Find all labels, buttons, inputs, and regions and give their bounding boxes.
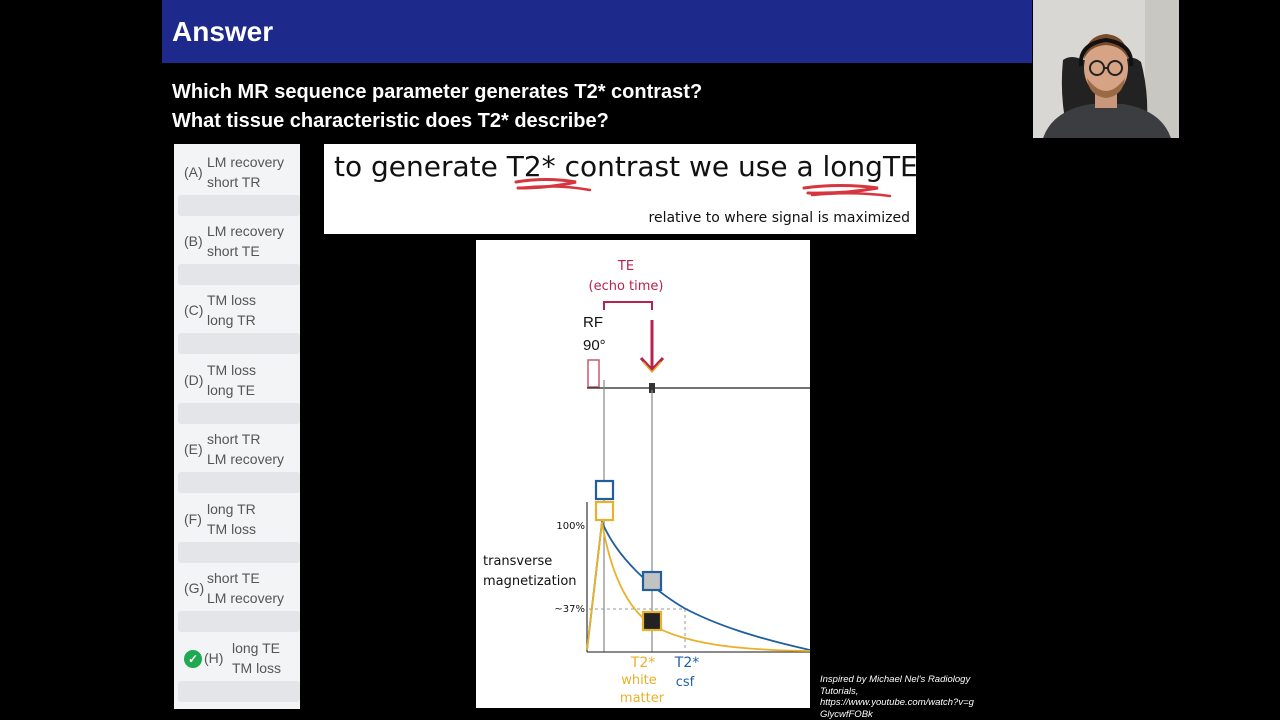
- rf-angle: 90°: [583, 337, 606, 354]
- option-b[interactable]: [174, 213, 300, 282]
- option-letter: (G): [184, 580, 205, 596]
- slide-header: [162, 0, 1032, 63]
- wm-label-line-1: white: [621, 673, 657, 688]
- option-line-1: long TR: [207, 501, 256, 517]
- option-h[interactable]: [174, 630, 300, 699]
- csf-label: csf: [675, 675, 695, 690]
- option-letter: (D): [184, 372, 204, 388]
- answer-options-panel: [174, 144, 300, 709]
- te-sublabel: (echo time): [588, 279, 664, 294]
- wm-initial-signal-box: [596, 502, 613, 520]
- label-37-percent: ~37%: [554, 604, 585, 615]
- option-line-1: LM recovery: [207, 223, 285, 239]
- rf-pulse: [588, 360, 599, 387]
- option-letter: (B): [184, 233, 203, 249]
- vote-bar: [178, 611, 300, 632]
- te-label: TE: [617, 259, 635, 274]
- handwritten-note: [324, 144, 916, 234]
- webcam-presenter: [1033, 0, 1179, 138]
- option-e[interactable]: [174, 421, 300, 490]
- rf-label: RF: [583, 314, 603, 331]
- option-line-2: TM loss: [232, 660, 281, 676]
- option-line-2: TM loss: [207, 521, 256, 537]
- vote-bar: [178, 472, 300, 493]
- slide-title: Answer: [172, 16, 274, 47]
- presenter-person-icon: [1033, 0, 1179, 138]
- option-line-1: short TR: [207, 431, 261, 447]
- vote-bar: [178, 333, 300, 354]
- csf-initial-signal-box: [596, 481, 613, 499]
- te-bracket: [604, 302, 652, 310]
- option-letter: (E): [184, 441, 203, 457]
- credit-link[interactable]: https://www.youtube.com/watch?v=g: [820, 697, 974, 708]
- option-letter: (C): [184, 302, 204, 318]
- option-line-1: TM loss: [207, 362, 256, 378]
- option-line-2: long TE: [207, 382, 255, 398]
- option-c[interactable]: [174, 282, 300, 351]
- decay-diagram-svg: [476, 240, 810, 708]
- option-line-2: LM recovery: [207, 590, 285, 606]
- option-line-1: TM loss: [207, 292, 256, 308]
- check-circle-icon: ✓: [184, 650, 202, 668]
- option-line-2: short TR: [207, 174, 261, 190]
- option-line-2: short TE: [207, 243, 260, 259]
- option-line-2: LM recovery: [207, 451, 285, 467]
- option-letter: (H): [204, 650, 224, 666]
- question-2: What tissue characteristic does T2* describe?: [172, 110, 609, 132]
- white-matter-decay-curve: [587, 522, 810, 651]
- option-letter: (A): [184, 164, 203, 180]
- wm-te-signal-box: [643, 612, 661, 630]
- option-f[interactable]: [174, 491, 300, 560]
- csf-te-signal-box: [643, 572, 661, 590]
- note-main-text: to generate T2* contrast we use a longTE: [334, 150, 918, 183]
- csf-t2star-label: T2*: [674, 655, 700, 671]
- t2star-decay-diagram: [476, 240, 810, 708]
- option-d[interactable]: [174, 352, 300, 421]
- option-letter: (F): [184, 511, 202, 527]
- option-a[interactable]: [174, 144, 300, 213]
- label-100-percent: 100%: [556, 521, 585, 532]
- option-line-1: long TE: [232, 640, 280, 656]
- option-line-2: long TR: [207, 312, 256, 328]
- credit-line-2: Tutorials,: [820, 685, 859, 697]
- credit-text: [820, 674, 990, 720]
- y-axis-label-2: magnetization: [483, 574, 577, 589]
- option-line-1: LM recovery: [207, 154, 285, 170]
- question-1: Which MR sequence parameter generates T2* contrast?: [172, 81, 703, 103]
- option-g[interactable]: [174, 560, 300, 629]
- y-axis-label-1: transverse: [483, 554, 553, 569]
- credit-line-1: Inspired by Michael Nel's Radiology: [820, 674, 971, 685]
- credit-link-end[interactable]: GlycwfFOBk: [820, 708, 873, 720]
- vote-bar: [178, 681, 300, 702]
- wm-label-line-2: matter: [619, 691, 665, 706]
- wm-t2star-label: T2*: [630, 655, 656, 671]
- note-subtext: relative to where signal is maximized: [648, 210, 910, 226]
- option-line-1: short TE: [207, 570, 260, 586]
